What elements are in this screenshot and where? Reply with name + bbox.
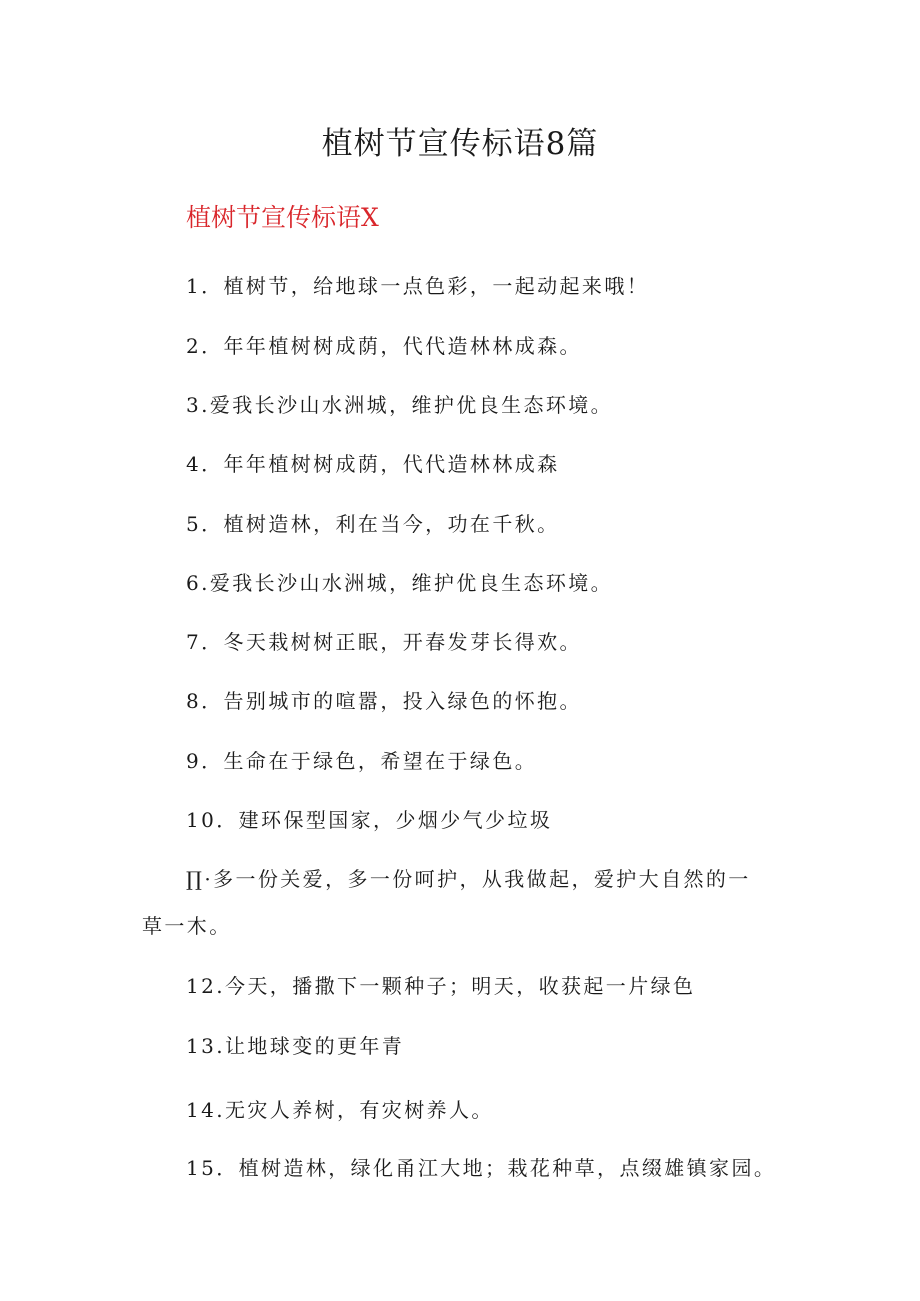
slogan-item: 3.爱我长沙山水洲城，维护优良生态环境。	[186, 393, 614, 417]
section-heading: 植树节宣传标语X	[186, 203, 379, 232]
slogan-item-continuation: 草一木。	[142, 914, 232, 938]
slogan-item: 14.无灾人养树，有灾树养人。	[186, 1098, 494, 1122]
slogan-item: 2．年年植树树成荫，代代造林林成森。	[186, 334, 582, 358]
slogan-item: 5．植树造林，利在当今，功在千秋。	[186, 512, 560, 536]
slogan-item: 4．年年植树树成荫，代代造林林成森	[186, 452, 560, 476]
slogan-item: 13.让地球变的更年青	[186, 1034, 405, 1058]
slogan-item: 10．建环保型国家，少烟少气少垃圾	[186, 808, 553, 832]
slogan-item: 1．植树节，给地球一点色彩，一起动起来哦！	[186, 274, 650, 298]
slogan-item: ∏·多一份关爱，多一份呵护，从我做起，爱护大自然的一	[186, 867, 751, 891]
slogan-item: 7．冬天栽树树正眠，开春发芽长得欢。	[186, 630, 582, 654]
document-title: 植树节宣传标语8篇	[321, 126, 599, 162]
slogan-item: 12.今天，播撒下一颗种子；明天，收获起一片绿色	[186, 974, 696, 998]
slogan-item: 6.爱我长沙山水洲城，维护优良生态环境。	[186, 571, 614, 595]
slogan-item: 15．植树造林，绿化甬江大地；栽花种草，点缀雄镇家园。	[186, 1156, 777, 1180]
slogan-item: 9．生命在于绿色，希望在于绿色。	[186, 749, 538, 773]
slogan-item: 8．告别城市的喧嚣，投入绿色的怀抱。	[186, 689, 582, 713]
